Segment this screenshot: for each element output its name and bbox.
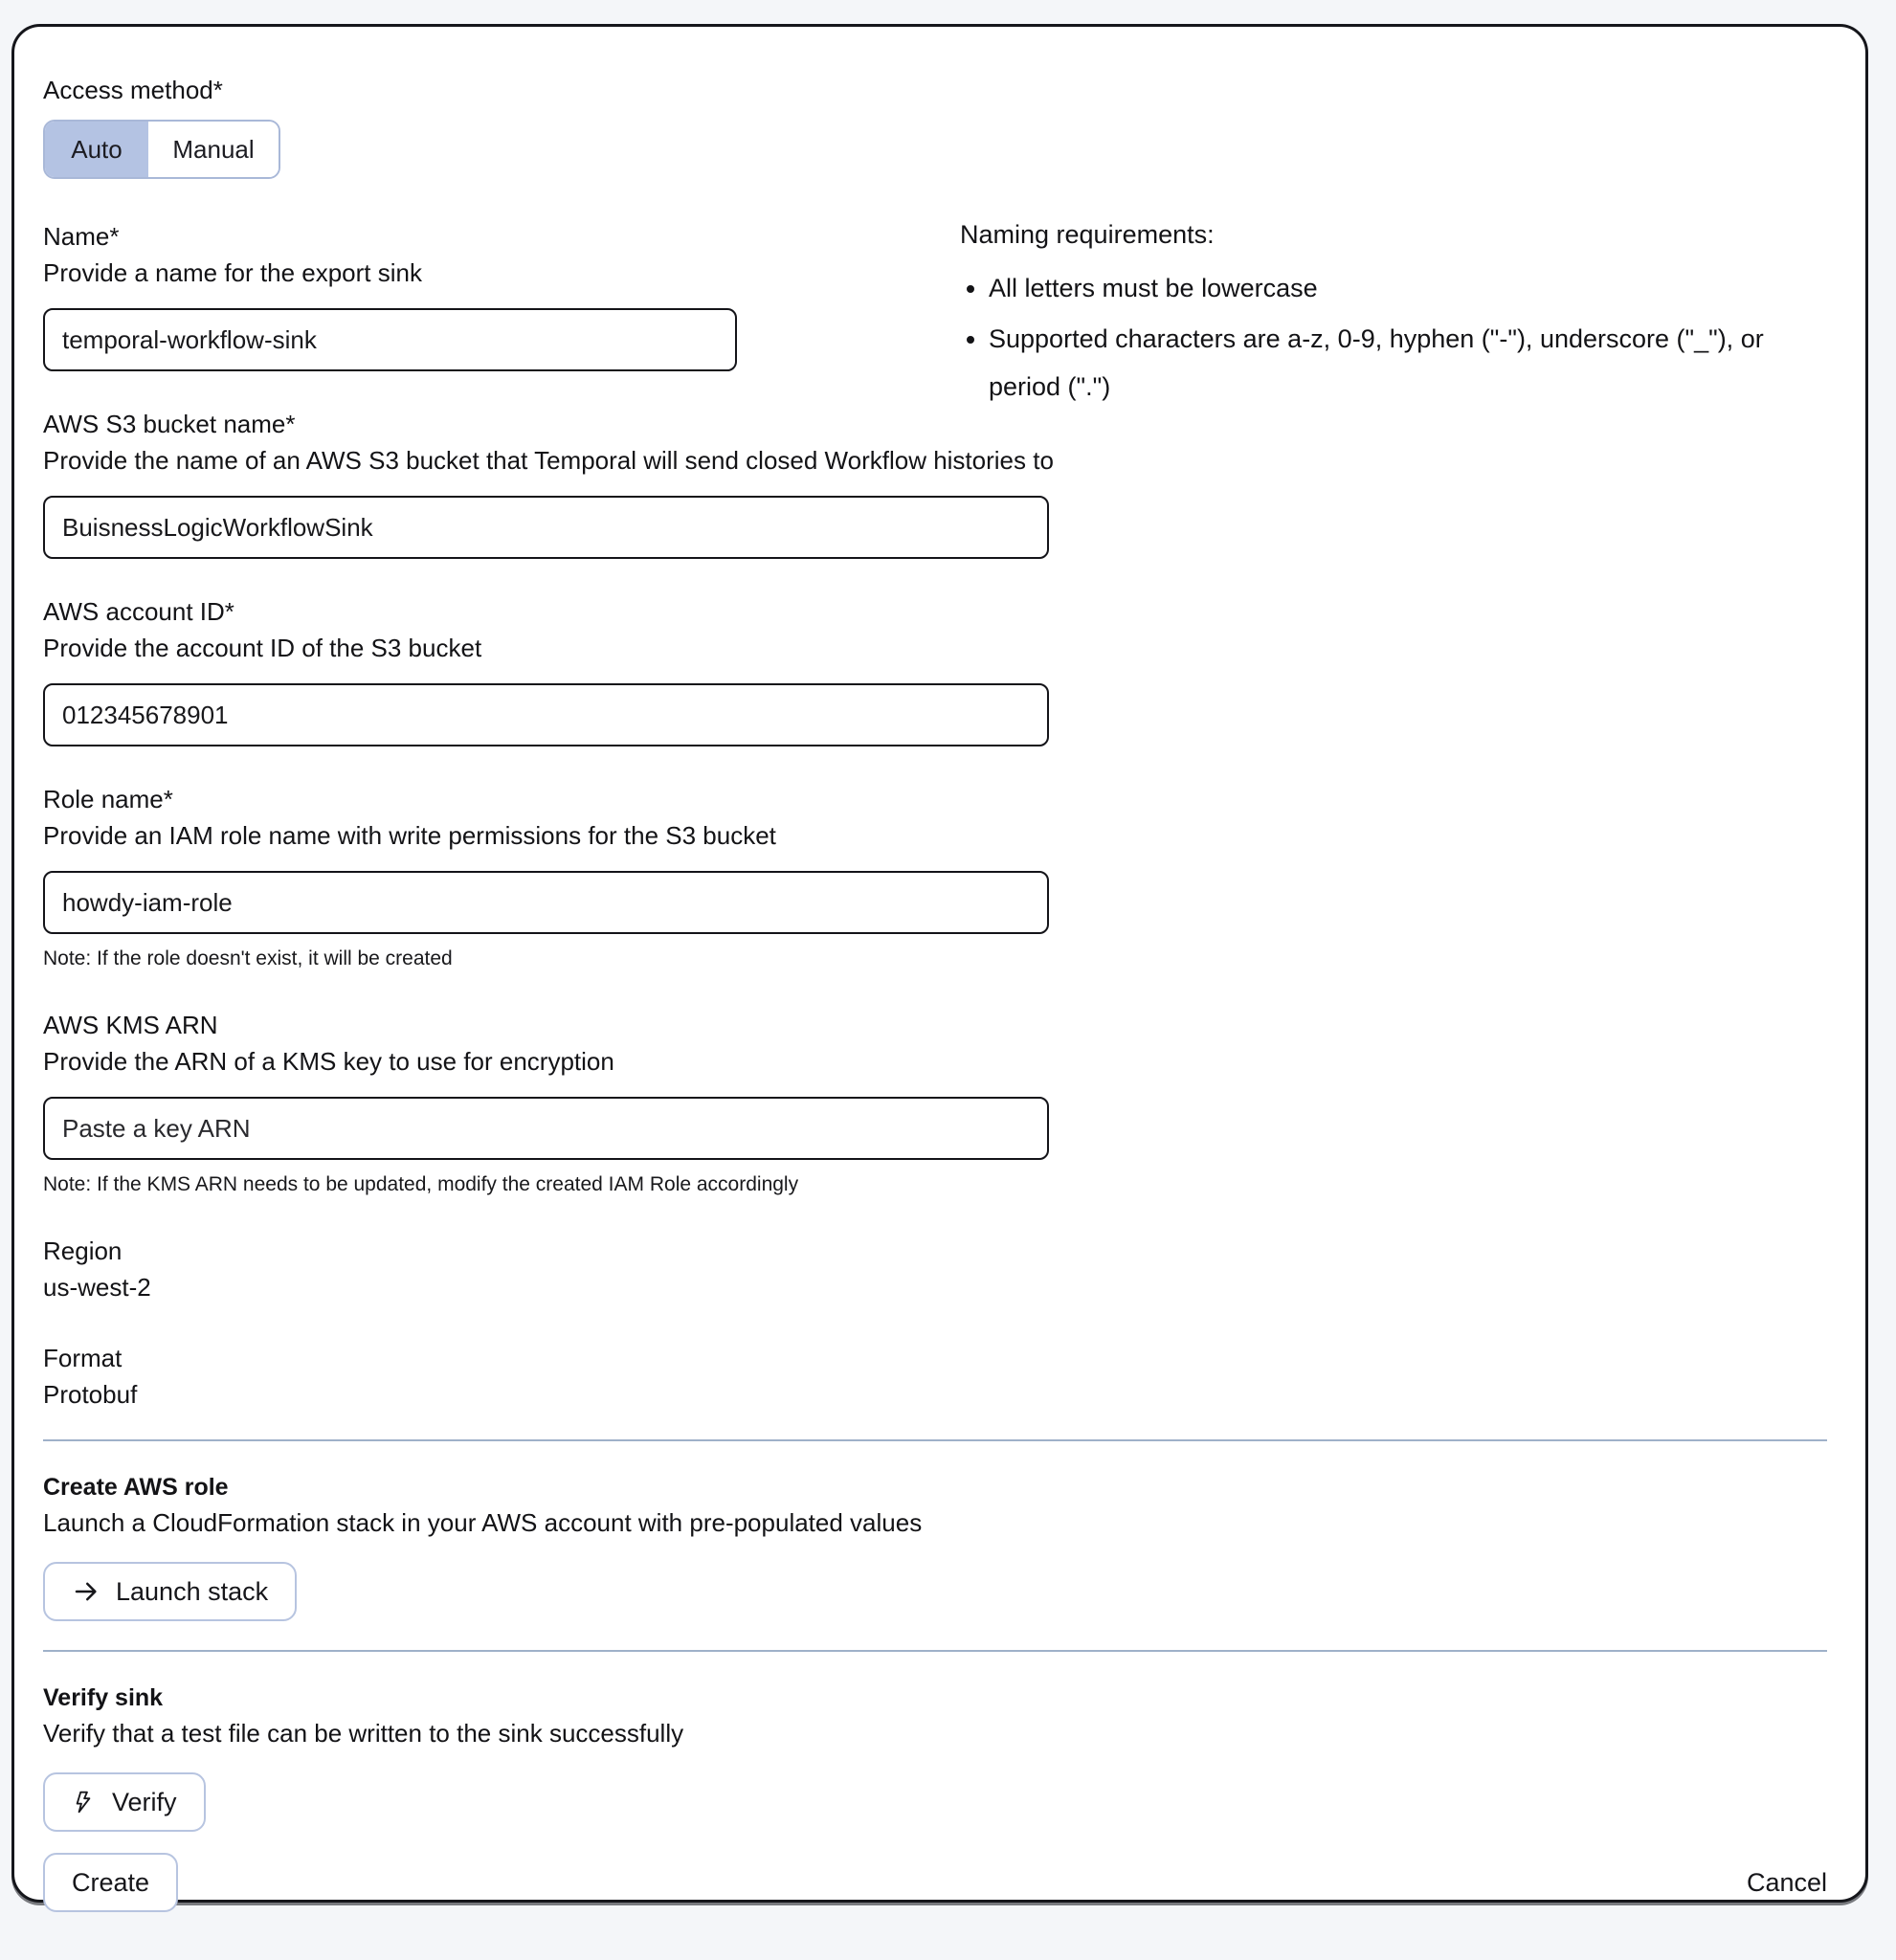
region-label: Region [43,1236,123,1265]
name-field-description: Provide a name for the export sink [43,258,422,287]
verify-button-label: Verify [112,1787,177,1816]
create-role-section-title: Create AWS role [43,1474,229,1501]
cancel-button[interactable]: Cancel [1746,1867,1827,1897]
bucket-input[interactable] [43,496,1049,559]
create-role-section-description: Launch a CloudFormation stack in your AWS account with pre-populated values [43,1508,923,1537]
format-value: Protobuf [43,1380,138,1409]
bucket-field-description: Provide the name of an AWS S3 bucket that Temporal will send closed Workflow histories to [43,446,1054,475]
naming-requirement-item: • Supported characters are a-z, 0-9, hyphen ("-"), underscore ("_"), or period (".") [989,315,1840,411]
arrow-right-icon [72,1577,100,1606]
toggle-option-auto[interactable]: Auto [45,122,148,177]
naming-requirement-item: • All letters must be lowercase [989,263,1840,313]
section-divider [43,1439,1827,1441]
kms-field-note: Note: If the KMS ARN needs to be updated, modify the created IAM Role accordingly [43,1173,799,1195]
create-button[interactable]: Create [43,1853,178,1912]
bolt-icon [72,1789,97,1815]
form-actions [43,1853,1827,1912]
launch-stack-button[interactable] [43,1562,297,1621]
kms-field-description: Provide the ARN of a KMS key to use for encryption [43,1047,614,1076]
naming-requirements [960,215,1840,411]
toggle-option-manual[interactable]: Manual [148,122,279,177]
naming-requirements-title: Naming requirements: [960,220,1215,249]
launch-stack-button-label: Launch stack [116,1576,269,1606]
account-id-input[interactable] [43,683,1049,746]
role-name-input[interactable] [43,871,1049,934]
account-field-description: Provide the account ID of the S3 bucket [43,634,482,662]
role-field-description: Provide an IAM role name with write permissions for the S3 bucket [43,821,776,850]
account-field-label: AWS account ID* [43,597,234,626]
export-sink-form [11,24,1868,1903]
kms-arn-input[interactable] [43,1097,1049,1160]
bucket-field-label: AWS S3 bucket name* [43,410,296,438]
naming-requirements-list [960,263,1840,411]
section-divider [43,1650,1827,1652]
role-field-label: Role name* [43,785,173,813]
role-field-note: Note: If the role doesn't exist, it will be created [43,947,453,969]
kms-field-label: AWS KMS ARN [43,1011,218,1039]
access-method-toggle [43,120,280,179]
verify-section-title: Verify sink [43,1684,164,1711]
access-method-label: Access method* [43,76,223,104]
format-label: Format [43,1344,123,1372]
verify-section-description: Verify that a test file can be written to the sink successfully [43,1719,684,1748]
region-value: us-west-2 [43,1273,151,1302]
name-field-label: Name* [43,222,120,251]
name-input[interactable] [43,308,737,371]
verify-button[interactable] [43,1772,206,1832]
